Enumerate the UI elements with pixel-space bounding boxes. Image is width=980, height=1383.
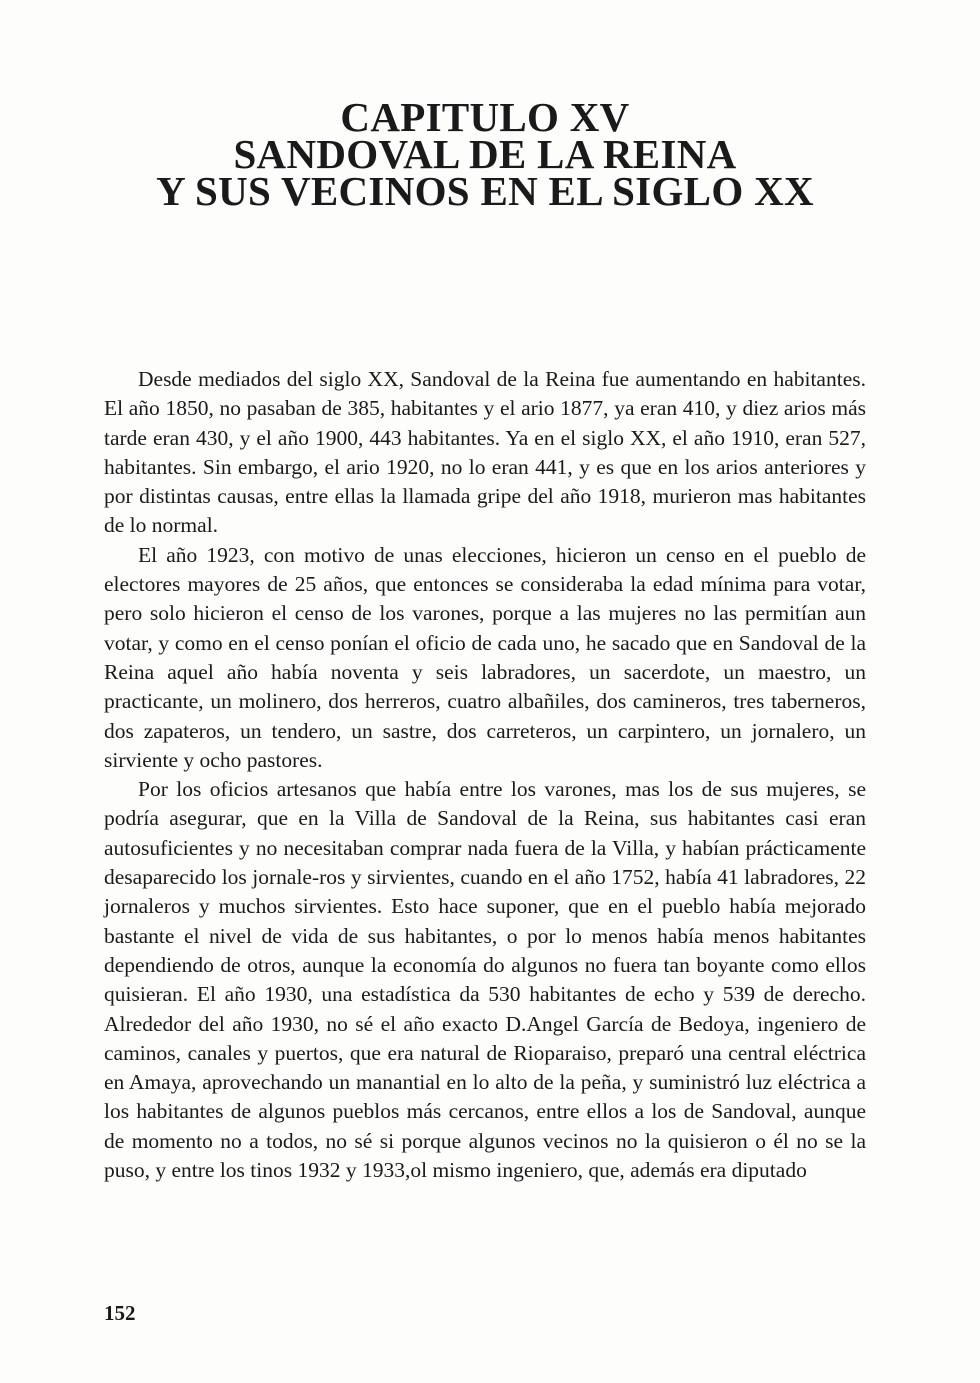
page-number: 152 <box>104 1301 136 1325</box>
chapter-title-line-3: Y SUS VECINOS EN EL SIGLO XX <box>156 168 814 214</box>
chapter-title <box>104 94 866 214</box>
paragraph-2: El año 1923, con motivo de unas elecciones, hicieron un censo en el pueblo de electores mayores de 25 años, que entonces se consideraba la edad mínima para votar, pero solo hicieron el censo de los varones, porque a las mujeres no las permitían aun votar, y como en el censo ponían el oficio de cada uno, he sacado que en Sandoval de la Reina aquel año había noventa y seis labradores, un sacerdote, un maestro, un practicante, un molinero, dos herreros, cuatro albañiles, dos camineros, tres taberneros, dos zapateros, un tendero, un sastre, dos carreteros, un carpintero, un jornalero, un sirviente y ocho pastores. <box>104 542 866 772</box>
paragraph-1: Desde mediados del siglo XX, Sandoval de la Reina fue aumentando en habitantes. El año 1850, no pasaban de 385, habitantes y el ario 1877, ya eran 410, y diez arios más tarde eran 430, y el año 1900, 443 habitantes. Ya en el siglo XX, el año 1910, eran 527, habitantes. Sin embargo, el ario 1920, no lo eran 441, y es que en los arios anteriores y por distintas causas, entre ellas la llamada gripe del año 1918, murieron mas habitantes de lo normal. <box>104 367 866 538</box>
chapter-title-line-2: SANDOVAL DE LA REINA <box>233 131 737 177</box>
chapter-number: CAPITULO XV <box>340 94 630 140</box>
body-text <box>104 365 866 1185</box>
paragraph-3: Por los oficios artesanos que había entre los varones, mas los de sus mujeres, se podría asegurar, que en la Villa de Sandoval de la Reina, sus habitantes casi eran autosuficientes y no necesitaban comprar nada fuera de la Villa, y habían prácticamente desaparecido los jornale-ros y sirvientes, cuando en el año 1752, había 41 labradores, 22 jornaleros y muchos sirvientes. Esto hace suponer, que en el pueblo había mejorado bastante el nivel de vida de sus habitantes, o por lo menos había menos habitantes dependiendo de otros, aunque la economía do algunos no fuera tan boyante como ellos quisieran. El año 1930, una estadística da 530 habitantes de echo y 539 de derecho. Alrededor del año 1930, no sé el año exacto D.Angel García de Bedoya, ingeniero de caminos, canales y puertos, que era natural de Rioparaiso, preparó una central eléctrica en Amaya, aprovechando un manantial en lo alto de la peña, y suministró luz eléctrica a los habitantes de algunos pueblos más cercanos, entre ellos a los de Sandoval, aunque de momento no a todos, no sé si porque algunos vecinos no la quisieron o él no se la puso, y entre los tinos 1932 y 1933,ol mismo ingeniero, que, además era diputado <box>104 777 866 1183</box>
